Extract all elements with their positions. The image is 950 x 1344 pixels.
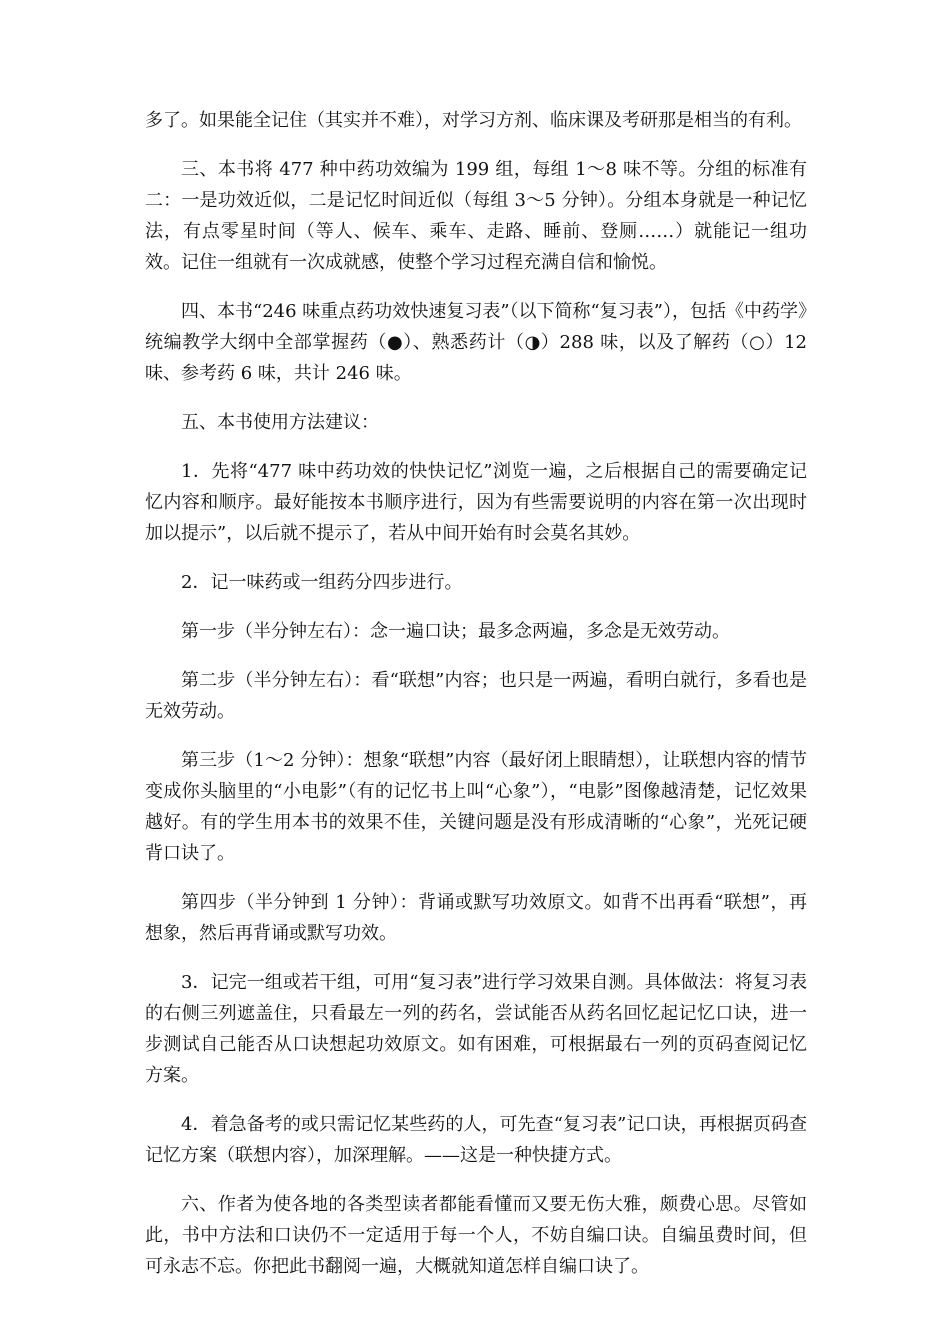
paragraph-step-4: 第四步（半分钟到 1 分钟）：背诵或默写功效原文。如背不出再看“联想”，再想象，然后再背诵或默写功效。 — [145, 892, 807, 944]
paragraph-section-5-heading: 五、本书使用方法建议： — [181, 412, 379, 433]
paragraph-item-2: 2．记一味药或一组药分四步进行。 — [181, 572, 463, 593]
paragraph-item-1: 1．先将“477 味中药功效的快快记忆”浏览一遍，之后根据自己的需要确定记忆内容和顺序。最好能按本书顺序进行，因为有些需要说明的内容在第一次出现时加以提示”，以后就不提示了，若从中间开始有时会莫名其妙。 — [145, 461, 807, 544]
body-text — [145, 105, 807, 1300]
paragraph-step-1: 第一步（半分钟左右）：念一遍口诀；最多念两遍，多念是无效劳动。 — [181, 621, 730, 642]
paragraph-item-3: 3．记完一组或若干组，可用“复习表”进行学习效果自测。具体做法：将复习表的右侧三列遮盖住，只看最左一列的药名，尝试能否从药名回忆起记忆口诀，进一步测试自己能否从口诀想起功效原文。如有困难，可根据最右一列的页码查阅记忆方案。 — [145, 972, 807, 1086]
paragraph-step-2: 第二步（半分钟左右）：看“联想”内容；也只是一两遍，看明白就行，多看也是无效劳动。 — [145, 670, 807, 722]
paragraph-section-6: 六、作者为使各地的各类型读者都能看懂而又要无伤大雅，颇费心思。尽管如此，书中方法和口诀仍不一定适用于每一个人，不妨自编口诀。自编虽费时间，但可永志不忘。你把此书翻阅一遍，大概就知道怎样自编口诀了。 — [145, 1194, 807, 1277]
paragraph-step-3: 第三步（1～2 分钟）：想象“联想”内容（最好闭上眼睛想），让联想内容的情节变成你头脑里的“小电影”（有的记忆书上叫“心象”），“电影”图像越清楚，记忆效果越好。有的学生用本书的效果不佳，关键问题是没有形成清晰的“心象”，光死记硬背口诀了。 — [145, 750, 807, 864]
paragraph-section-4: 四、本书“246 味重点药功效快速复习表”（以下简称“复习表”），包括《中药学》统编教学大纲中全部掌握药（●）、熟悉药计（◑）288 味，以及了解药（○）12 味、参考药 6 味，共计 246 味。 — [145, 301, 807, 384]
paragraph-continuation: 多了。如果能全记住（其实并不难），对学习方剂、临床课及考研那是相当的有利。 — [145, 110, 802, 131]
paragraph-section-3: 三、本书将 477 种中药功效编为 199 组，每组 1～8 味不等。分组的标准有二：一是功效近似，二是记忆时间近似（每组 3～5 分钟）。分组本身就是一种记忆法，有点零星时间（等人、候车、乘车、走路、睡前、登厕……）就能记一组功效。记住一组就有一次成就感，使整个学习过程充满自信和愉悦。 — [145, 159, 807, 273]
paragraph-item-4: 4．着急备考的或只需记忆某些药的人，可先查“复习表”记口诀，再根据页码查记忆方案（联想内容），加深理解。——这是一种快捷方式。 — [145, 1114, 807, 1166]
